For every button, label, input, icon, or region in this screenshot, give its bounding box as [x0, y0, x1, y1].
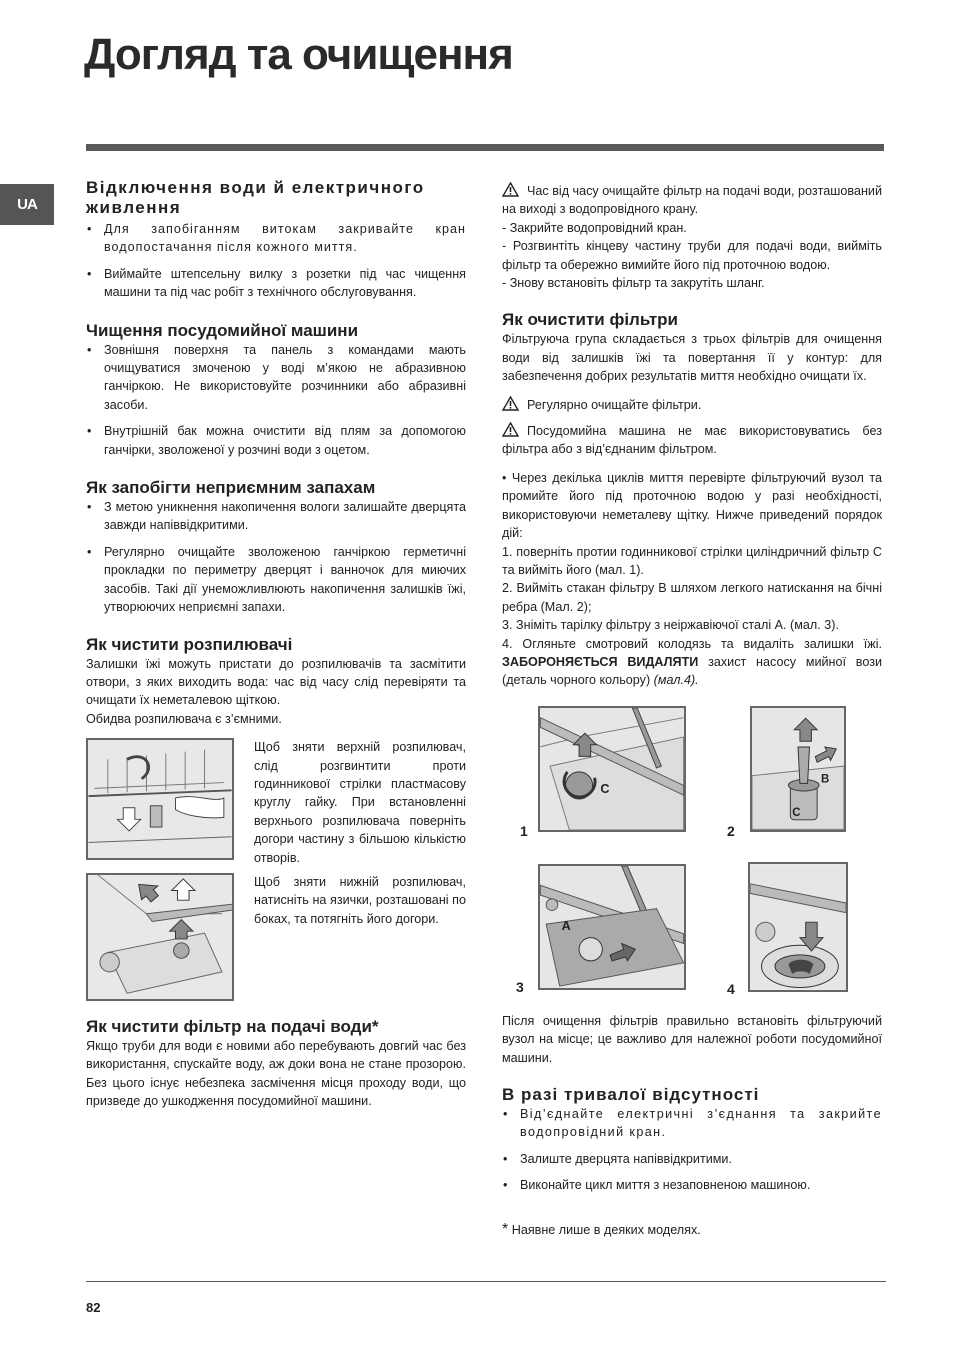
- list-item: • Для запобіганням витокам закривайте кран водопостачання після кожного миття.: [86, 220, 466, 257]
- figure-number: 2: [727, 822, 735, 839]
- lower-spray-arm-text: Щоб зняти нижній розпилювач, натисніть на язички, розташовані по боках, та потягніть його догори.: [254, 874, 466, 926]
- section-heading-spray-arms: Як чистити розпилювачі: [86, 634, 293, 654]
- figure-number: 1: [520, 822, 528, 839]
- inlet-warning-text: Час від часу очищайте фільтр на подачі води, розташований на виході з водопровідного крану.: [502, 184, 882, 217]
- section-heading-disconnect: Відключення води й електричного живлення: [86, 178, 425, 217]
- filter-figure-4: [748, 862, 848, 992]
- odors-list: [86, 498, 466, 616]
- page-title: Догляд та очищення: [84, 30, 513, 79]
- lower-spray-arm-drawing: [88, 875, 232, 999]
- list-item: • Внутрішній бак можна очистити від плям за допомогою ганчірки, зволоженої у розчині води з оцетом.: [86, 422, 466, 459]
- list-item: • Регулярно очищайте зволоженою ганчіркою герметичні прокладки по периметру дверцят і ванночок для миючих засобів. Такі дії унеможливлюють накопичення залишків їжі, утворюючих неприємні запахи.: [86, 543, 466, 617]
- filter-figure-1: [538, 706, 686, 832]
- figure-number: 4: [727, 980, 735, 997]
- footer-divider: [86, 1281, 886, 1282]
- prohibited-label: ЗАБОРОНЯЄТЬСЯ ВИДАЛЯТИ: [502, 654, 699, 669]
- list-item: • Залиште дверцята напіввідкритими.: [502, 1150, 882, 1168]
- filters-warning-regular-text: Регулярно очищайте фільтри.: [527, 397, 702, 412]
- filters-step-1: 1. поверніть протии годинникової стрілки циліндричний фільтр С та вийміть його (мал. 1).: [502, 544, 882, 577]
- warning-icon: [502, 422, 519, 437]
- filters-warning-no-filter: [502, 422, 882, 459]
- footnote-text: Наявне лише в деяких моделях.: [511, 1222, 701, 1237]
- filters-warning-no-filter-text: Посудомийна машина не має використовуватись без фільтра або з від’єднаним фільтром.: [502, 424, 882, 457]
- filters-step-3: 3. Зніміть тарілку фільтру з неіржавіючої сталі A. (мал. 3).: [502, 618, 839, 633]
- steel-plate-drawing: [540, 866, 684, 988]
- section-heading-inlet-filter: Як чистити фільтр на подачі води*: [86, 1016, 379, 1036]
- left-column: [86, 178, 466, 1111]
- title-divider: [86, 144, 884, 151]
- list-item: • Від’єднайте електричні з’єднання та закрийте водопровідний кран.: [502, 1105, 882, 1142]
- filters-step-4: 4. Огляньте смотровий колодязь та видаліть залишки їжі. ЗАБОРОНЯЄТЬСЯ ВИДАЛЯТИ захист насосу мийної вози (деталь чорного кольору) (мал.4).: [502, 636, 883, 688]
- filters-intro: Фільтруюча група складається з трьох фільтрів для очищення води від залишків їжі та повертання її у контур: для забезпечення добрих результатів миття необхідно очищати їх.: [502, 332, 882, 384]
- sump-well-drawing: [750, 864, 846, 990]
- spray-arms-removable: Обидва розпилювача є з’ємними.: [86, 711, 282, 726]
- list-item: • Виймайте штепсельну вилку з розетки під час чищення машини та під час робіт з технічного обслуговування.: [86, 265, 466, 302]
- filter-figures: [502, 706, 882, 1002]
- inlet-filter-text: Якщо труби для води є новими або перебувають довгий час без використання, спускайте воду, аж доки вона не стане прозорою. Без цього існує небезпека засмічення місця проходу води, що призведе до ушкодження посудомийної машини.: [86, 1038, 466, 1109]
- list-item: • З метою уникнення накопичення вологи залишайте дверцята завжди напіввідкритими.: [86, 498, 466, 535]
- upper-spray-arm-figure: [86, 738, 234, 860]
- list-item: • Виконайте цикл миття з незаповненою машиною.: [502, 1176, 882, 1194]
- filters-procedure-intro: • Через декілька циклів миття перевірте фільтруючий вузол та промийте його під проточною водою у разі необхідності, використовуючи неметалеву щітку. Нижче приведений порядок дій:: [502, 470, 882, 541]
- spray-arms-intro: Залишки їжі можуть пристати до розпилювачів та засмітити отвори, з яких виходить вода: час від часу слід перевіряти та очищати їх неметалевою щіткою.: [86, 656, 466, 708]
- lower-spray-block: [86, 873, 466, 1001]
- language-tab: UA: [0, 184, 54, 225]
- filter-label-c: C: [600, 781, 610, 796]
- filter-label-c2: C: [792, 806, 801, 819]
- right-column: [502, 182, 882, 1239]
- inlet-step: - Закрийте водопровідний кран.: [502, 220, 687, 235]
- cylinder-filter-drawing: [540, 708, 684, 830]
- filters-warning-regular: [502, 396, 882, 414]
- page-number: 82: [86, 1300, 101, 1315]
- filters-step-2: 2. Вийміть стакан фільтру B шляхом легкого натискання на бічні ребра (Мал. 2);: [502, 581, 882, 614]
- section-heading-odors: Як запобігти неприємним запахам: [86, 478, 376, 498]
- inlet-step: - Розгвинтіть кінцеву частину труби для подачі води, вийміть фільтр та обережно вимийте його під проточною водою.: [502, 239, 882, 272]
- footnote-mark: *: [502, 1220, 509, 1238]
- filter-label-b: B: [821, 773, 830, 786]
- cleaning-list: [86, 341, 466, 459]
- filter-label-a: A: [561, 918, 571, 933]
- upper-spray-block: [86, 738, 466, 867]
- disconnect-list: [86, 220, 466, 302]
- filters-after-text: Після очищення фільтрів правильно встановіть фільтруючий вузол на місце; це важливо для належної роботи посудомийної машини.: [502, 1013, 882, 1065]
- inlet-step: - Знову встановіть фільтр та закрутіть шланг.: [502, 276, 765, 291]
- filter-figure-2: [750, 706, 846, 832]
- upper-spray-arm-drawing: [88, 740, 232, 858]
- warning-icon: [502, 182, 519, 197]
- warning-icon: [502, 396, 519, 411]
- footnote: [502, 1221, 882, 1239]
- list-item: • Зовнішня поверхня та панель з командами мають очищуватися змоченою у воді м’якою не абразивною ганчіркою. Не використовуйте розчинники або абразивні засоби.: [86, 341, 466, 415]
- absence-list: [502, 1105, 882, 1195]
- inlet-warning: [502, 182, 882, 219]
- section-heading-filters: Як очистити фільтри: [502, 310, 678, 330]
- lower-spray-arm-figure: [86, 873, 234, 1001]
- figure-number: 3: [516, 978, 524, 995]
- section-heading-cleaning: Чищення посудомийної машини: [86, 320, 359, 340]
- section-heading-absence: В разі тривалої відсутності: [502, 1084, 760, 1104]
- upper-spray-arm-text: Щоб зняти верхній розпилювач, слід розгвинтити проти годинникової стрілки пластмасову круглу гайку. При встановленні верхнього розпилювача поверніть догори частину з більшою кількістю отворів.: [254, 740, 466, 865]
- filter-cup-drawing: [752, 708, 844, 830]
- filter-figure-3: [538, 864, 686, 990]
